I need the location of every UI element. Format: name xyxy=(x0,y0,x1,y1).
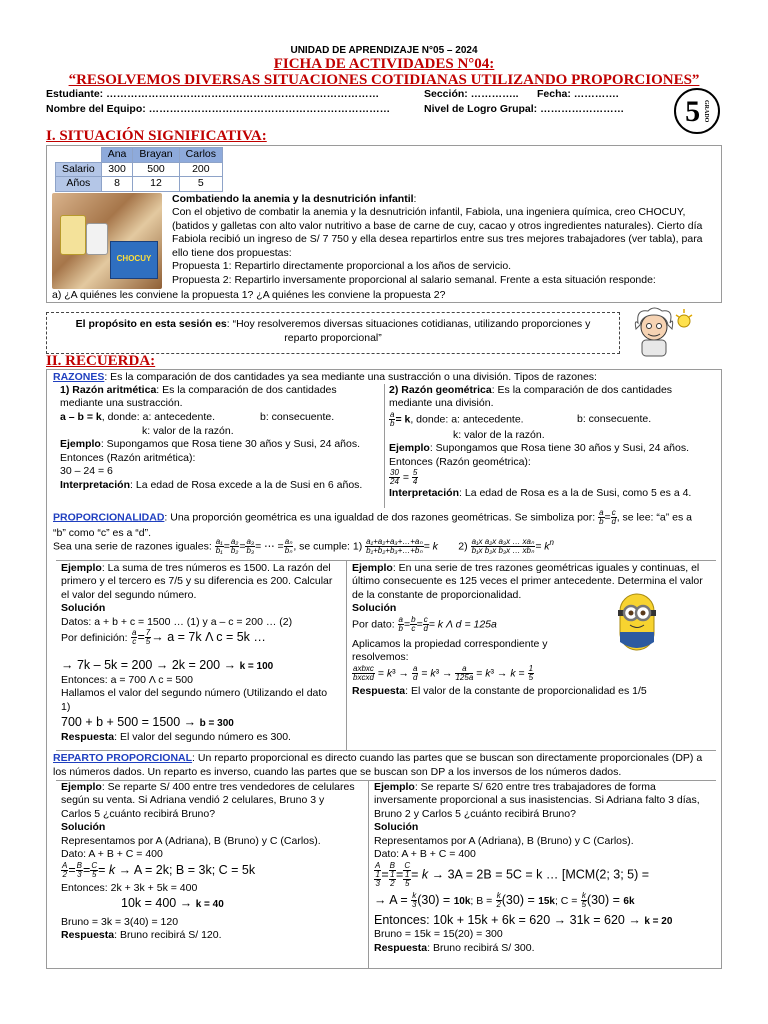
fraction: $\frac{k}{2}$ xyxy=(496,890,501,909)
text: : Se reparte S/ 620 entre tres trabajadores de forma xyxy=(414,781,656,793)
text: Entonces: a = 700 Λ c = 500 xyxy=(61,673,193,686)
geometric-ratio-block: 2) Razón geométrica: Es la comparación de dos cantidades mediante una división. $\frac{a}{b}$ = k, donde: a: antecedente. b: consecuente. k: valor de la razón. Ejemplo: Supongamos que Rosa tiene 30 años y Susi, 24 años. Entonces (Razón geométrica): $\frac{30}{24}$ = $\frac{5}{4}$ Interpretación: La edad de Rosa es a la de Susi, como 5 es a 4. xyxy=(389,384,719,501)
fraction xyxy=(412,469,418,486)
proposal-1: Propuesta 1: Repartirlo directamente proporcional a los años de servicio. xyxy=(172,260,512,273)
text: Carlos 5 ¿cuánto recibirá Bruno? xyxy=(61,807,216,820)
text: → a = 7k Λ c = 5k … xyxy=(151,630,266,645)
text: último consecuente es 125 veces el primer antecedente. Determina el valor xyxy=(352,575,703,588)
proportionality-line-2: “b” como “c” es a “d”. xyxy=(53,527,152,539)
table-header-cell: Carlos xyxy=(179,148,222,163)
text: Por definición: xyxy=(61,632,128,645)
arith-formula: a – b = k xyxy=(60,410,102,423)
text: Respuesta xyxy=(352,684,406,697)
text: Respuesta xyxy=(61,731,115,744)
question-a: a) ¿A quiénes les conviene la propuesta 1? ¿A quiénes les conviene la propuesta 2? xyxy=(52,289,446,301)
text: Ejemplo xyxy=(389,442,430,455)
fraction: B 1 2 xyxy=(389,860,395,888)
table-header-cell: Brayan xyxy=(133,148,179,163)
text: Datos: a + b + c = 1500 … (1) y a – c = 200 … (2) xyxy=(61,615,293,628)
arithmetic-ratio-block xyxy=(60,384,385,492)
text: mediante una sustracción. xyxy=(60,397,183,410)
text: = k xyxy=(395,413,411,426)
text: n xyxy=(549,538,554,547)
level-field: Nivel de Logro Grupal: …………………… xyxy=(424,103,625,115)
text: Entonces: 10k + 15k + 6k = 620 → 31k = 620 → xyxy=(374,912,641,927)
fraction: $\frac{\text{a₁+a₂+a₃+…+aₙ}}{\text{b₁+b₂+b₃+…+bₙ}}$ xyxy=(366,537,423,556)
text: 6k xyxy=(623,895,635,907)
purpose-text: : “Hoy resolveremos diversas situaciones cotidianas, utilizando proporciones y xyxy=(226,318,591,330)
proportionality-label: PROPORCIONALIDAD xyxy=(53,511,165,524)
salary-table xyxy=(55,147,223,192)
chocuy-product-photo xyxy=(52,193,162,289)
text: el valor del segundo número. xyxy=(61,588,197,601)
example-2-block: Ejemplo: En una serie de tres razones geométricas iguales y continuas, el último consecuente es 125 veces el primer antecedente. Determina el valor de la constante de proporcionalidad. Solución Por dato: $\frac{a}{b}$ = $\frac{b}{c}$ = $\frac{c}{d}$ = k Λ d = 125a Aplicamos la propiedad correspondiente y resolvemos: $\frac{\text{axbxc}}{\text{bxcxd}}$ = k³ → $\frac{a}{d}$ = k³ → $\frac{a}{125a}$ = k³ → k = $\frac{1}{5}$ Respuesta: El valor de la constante de proporcionalidad es 1/5 xyxy=(352,562,718,698)
text: Por dato: xyxy=(352,618,395,631)
table-cell: 5 xyxy=(179,177,222,192)
text: mediante una división. xyxy=(389,397,494,410)
text: → 3A = 2B = 5C = k … [MCM(2; 3; 5) = xyxy=(431,866,650,881)
text: ; B = xyxy=(470,894,493,907)
situation-heading: Combatiendo la anemia y la desnutrición infantil xyxy=(172,193,414,205)
proportionality-line-1: PROPORCIONALIDAD: Una proporción geométrica es una igualdad de dos razones geométricas. Se simboliza por: $\frac{a}{b}$ = $\frac{c}{d}$ , se lee: “a” es a xyxy=(53,508,692,526)
text: b xyxy=(390,418,395,428)
text: : Una proporción geométrica es una igualdad de dos razones geométricas. Se simboliza por: xyxy=(164,511,596,524)
student-field: Estudiante: …………………………………………………………………… xyxy=(46,88,380,100)
table-cell xyxy=(56,148,102,163)
text: Representamos por A (Adriana), B (Bruno) y C (Carlos). xyxy=(61,834,321,847)
text: b = 300 xyxy=(199,718,234,730)
text: k = 100 xyxy=(239,661,274,673)
fraction: A 1 3 xyxy=(375,860,381,888)
fraction: $\frac{\text{a₁x a₂x a₃x … xaₙ}}{\text{b₁x b₂x b₃x … xbₙ}}$ xyxy=(471,537,535,556)
razones-label: RAZONES xyxy=(53,371,105,383)
reparto-label: REPARTO PROPORCIONAL xyxy=(53,752,193,764)
text: b: consecuente. xyxy=(260,410,335,423)
purpose-line-2: reparto proporcional” xyxy=(284,332,382,344)
paragraph-line: Con el objetivo de combatir la anemia y la desnutrición infantil, Fabiola, una ingeniera química, creo CHOCUY, xyxy=(172,206,686,219)
example-4-block: Ejemplo: Se reparte S/ 620 entre tres trabajadores de forma inversamente proporcional a sus inasistencias. Si Adriana falto 3 días, Bruno 2 y Carlos 5 ¿cuánto recibirá Bruno? Solución Representamos por A (Adriana), B (Bruno) y C (Carlos). Dato: A + B + C = 400 A 1 3 = B 1 2 = C 1 5 = k → 3A = 2B = 5C = k … [MCM(2; 3; 5) = → A = $\frac{k}{3}$ (30) = 10k; B = $\frac{k}{2}$ (30) = 15k; C = $\frac{k}{5}$ (30) = 6k Entonces: 10k + 15k + 6k = 620 → 31k = 620 → k = 20 Bruno = 15k = 15(20) = 300 Respuesta: Bruno recibirá S/ 300. xyxy=(374,781,718,955)
minion-illustration xyxy=(612,590,662,656)
fraction: $\frac{\text{a₂}}{\text{b₂}}$ xyxy=(230,537,239,556)
ficha-heading: FICHA DE ACTIVIDADES N°04: xyxy=(273,56,495,72)
fraction: $\frac{k}{5}$ xyxy=(581,890,587,909)
geom-title: 2) Razón geométrica xyxy=(389,384,492,396)
text: 5 xyxy=(412,468,418,478)
text: Entonces (Razón geométrica): xyxy=(389,455,531,468)
purpose-line-1 xyxy=(50,318,616,332)
fraction: $\frac{1}{5}$ xyxy=(528,663,534,682)
fraction xyxy=(389,469,400,486)
text: 15k xyxy=(538,895,555,907)
text: 4 xyxy=(412,477,418,487)
fraction: $\frac{k}{3}$ xyxy=(411,890,417,909)
fraction: $\frac{7}{5}$ xyxy=(145,628,151,647)
text: 10k xyxy=(453,895,471,907)
situation-text xyxy=(172,193,720,287)
divider xyxy=(56,750,716,751)
text: Solución xyxy=(61,821,106,834)
paragraph-line: Fabiola recibió un ingreso de S/ 7 750 y ella desea repartirlos entre sus tres mejores trabajadores (ver tabla), para xyxy=(172,233,703,246)
text: Respuesta xyxy=(61,929,115,942)
text: 30 – 24 = 6 xyxy=(60,465,113,478)
jar-icon xyxy=(60,215,86,255)
text: 30 xyxy=(390,468,399,478)
example-1-block: Ejemplo: La suma de tres números es 1500. La razón del primero y el tercero es 7/5 y su diferencia es 200. Calcular el valor del segundo número. Solución Datos: a + b + c = 1500 … (1) y a – c = 200 … (2) Por definición: $\frac{a}{c}$ = $\frac{7}{5}$ → a = 7k Λ c = 5k … → 7k – 5k = 200 → 2k = 200 → k = 100 Entonces: a = 700 Λ c = 500 Hallamos el valor del segundo número (Utilizando el dato 1) 700 + b + 500 = 1500 → b = 300 Respuesta: El valor del segundo número es 300. xyxy=(61,562,344,745)
text: → A = 2k; B = 3k; C = 5k xyxy=(118,862,256,877)
proposal-2: Propuesta 2: Repartirlo inversamente proporcional al salario semanal. Frente a esta situación responde: xyxy=(172,273,656,286)
razones-text: : Es la comparación de dos cantidades ya sea mediante una sustracción o una división. Tipos de razones: xyxy=(104,371,597,383)
section2-title: II. RECUERDA: xyxy=(46,353,156,369)
table-row-label: Salario xyxy=(56,162,102,177)
fraction: C 1 5 xyxy=(404,860,411,888)
text: (30) = xyxy=(586,892,620,907)
text: 2) xyxy=(458,540,468,553)
fraction: $\frac{c}{d}$ xyxy=(423,614,428,633)
text: : Bruno recibirá S/ 300. xyxy=(427,941,535,954)
reparto-line-2: los números dados. Un reparto es inverso, cuando las partes que se buscan son DP a los inversos de los números dados. xyxy=(53,766,622,778)
divider xyxy=(346,560,347,750)
text: Solución xyxy=(61,602,106,615)
series-line: Sea una serie de razones iguales: $\frac{\text{a₁}}{\text{b₁}}$ = $\frac{\text{a₂}}{\text{b₂}}$ = $\frac{\text{a₃}}{\text{b₃}}$ = ⋯ = $\frac{\text{aₙ}}{\text{bₙ}}$ , se cumple: 1) $\frac{\text{a₁+a₂+a₃+…+aₙ}}{\text{b₁+b₂+b₃+…+bₙ}}$ = k 2) $\frac{\text{a₁x a₂x a₃x … xaₙ}}{\text{b₁x b₂x b₃x … xbₙ}}$ = $k^n$ xyxy=(53,537,554,556)
purpose-label: El propósito en esta sesión es xyxy=(75,318,227,330)
text: Dato: A + B + C = 400 xyxy=(374,848,476,861)
text: 24 xyxy=(390,477,399,487)
fraction: $\frac{c}{d}$ xyxy=(611,508,616,526)
paragraph-line: (batidos y galletas con alto valor nutritivo a base de carne de cuy, cacao y otros ingredientes naturales). Cierto día xyxy=(172,219,703,232)
text: resolvemos: xyxy=(352,651,409,664)
text: Interpretación xyxy=(60,478,131,491)
text: Aplicamos la propiedad correspondiente y xyxy=(352,637,548,650)
table-header-row xyxy=(56,148,223,163)
text: : Supongamos que Rosa tiene 30 años y Susi, 24 años. xyxy=(100,438,361,451)
text: Interpretación xyxy=(389,487,460,500)
fraction: $\frac{\text{axbxc}}{\text{bxcxd}}$ xyxy=(353,663,374,682)
text: inversamente proporcional a sus inasistencias. Si Adriana falto 3 días, xyxy=(374,794,700,807)
grade-number: 5 xyxy=(685,94,701,128)
divider xyxy=(384,384,385,508)
text: , donde: a: antecedente. xyxy=(410,413,524,426)
text: : Es la comparación de dos cantidades xyxy=(156,384,337,396)
fraction: $\frac{\text{a₁}}{\text{b₁}}$ xyxy=(215,537,223,556)
text: Hallamos el valor del segundo número (Utilizando el dato xyxy=(61,687,328,700)
text: Bruno = 3k = 3(40) = 120 xyxy=(61,915,179,928)
text: : El valor del segundo número es 300. xyxy=(114,731,291,744)
text: Solución xyxy=(374,821,419,834)
product-package: CHOCUY xyxy=(110,241,158,279)
text: , donde: a: antecedente. xyxy=(101,410,215,423)
table-row xyxy=(56,177,223,192)
text: ; C = xyxy=(554,894,578,907)
fraction: $\frac{a}{b}$ xyxy=(398,614,403,633)
section1-title: I. SITUACIÓN SIGNIFICATIVA: xyxy=(46,128,267,144)
grade-word: GRADO xyxy=(702,99,709,123)
example-3-block: Ejemplo: Se reparte S/ 400 entre tres vendedores de celulares según su venta. Si Adriana vendió 2 celulares, Bruno 3 y Carlos 5 ¿cuánto recibirá Bruno? Solución Representamos por A (Adriana), B (Bruno) y C (Carlos). Dato: A + B + C = 400 $\frac{A}{2}$ = $\frac{B}{3}$ = $\frac{C}{5}$ = k → A = 2k; B = 3k; C = 5k Entonces: 2k + 3k + 5k = 400 10k = 400 → k = 40 Bruno = 3k = 3(40) = 120 Respuesta: Bruno recibirá S/ 120. xyxy=(61,781,366,943)
einstein-illustration xyxy=(628,305,694,357)
text: : La edad de Rosa excede a la de Susi en 6 años. xyxy=(130,478,363,491)
text: Ejemplo xyxy=(60,438,101,451)
text: según su venta. Si Adriana vendió 2 celulares, Bruno 3 y xyxy=(61,794,325,807)
jar-icon xyxy=(86,223,108,255)
text: k = 40 xyxy=(195,899,224,911)
text: k: valor de la razón. xyxy=(453,428,545,441)
text: b: consecuente. xyxy=(577,412,652,425)
text: : Bruno recibirá S/ 120. xyxy=(114,929,222,942)
text: , se lee: “a” es a xyxy=(616,511,692,524)
text: Ejemplo xyxy=(61,562,102,574)
arith-title: 1) Razón aritmética xyxy=(60,384,157,396)
text: : La edad de Rosa es a la de Susi, como 5 es a 4. xyxy=(459,487,692,500)
text: k = 20 xyxy=(644,915,673,927)
text: de la constante de proporcionalidad. xyxy=(352,588,522,601)
text: Respuesta xyxy=(374,941,428,954)
text: : xyxy=(413,193,417,205)
text: Bruno = 15k = 15(20) = 300 xyxy=(374,928,503,941)
text: Solución xyxy=(352,602,397,615)
paragraph-line: ello tiene dos propuestas: xyxy=(172,246,292,259)
date-field: Fecha: …………. xyxy=(537,88,619,100)
text: : El valor de la constante de proporcionalidad es 1/5 xyxy=(405,684,647,697)
text: : Es la comparación de dos cantidades xyxy=(491,384,673,396)
table-cell: 12 xyxy=(133,177,179,192)
table-header-cell: Ana xyxy=(101,148,133,163)
text: (30) = xyxy=(501,892,535,907)
text: : La suma de tres números es 1500. La razón del xyxy=(101,562,331,574)
team-field: Nombre del Equipo: …………………………………………………………… xyxy=(46,103,391,115)
text: → A = xyxy=(374,892,408,907)
text: 10k = 400 → xyxy=(121,896,193,911)
text: = k xyxy=(535,540,550,553)
text: Bruno 2 y Carlos 5 ¿cuánto recibirá Bruno? xyxy=(374,807,576,820)
table-row xyxy=(56,162,223,177)
text: Ejemplo xyxy=(352,562,393,574)
table-cell: 200 xyxy=(179,162,222,177)
text: 1) xyxy=(61,700,71,713)
grade-seal xyxy=(674,88,720,134)
table-cell: 500 xyxy=(133,162,179,177)
text: Entonces (Razón aritmética): xyxy=(60,451,196,464)
text: Ejemplo xyxy=(61,781,102,793)
fraction: $\frac{\text{aₙ}}{\text{bₙ}}$ xyxy=(284,537,293,556)
fraction: $\frac{a}{b}$ xyxy=(599,508,604,526)
text: → 7k – 5k = 200 → 2k = 200 → xyxy=(61,658,237,673)
text: primero y el tercero es 7/5 y su diferencia es 200. Calcular xyxy=(61,575,333,588)
section-field: Sección: ………….. xyxy=(424,88,519,100)
reparto-line-1 xyxy=(53,752,719,766)
fraction: $\frac{\text{a₃}}{\text{b₃}}$ xyxy=(246,537,255,556)
table-row-label: Años xyxy=(56,177,102,192)
text: Ejemplo xyxy=(374,781,415,793)
text: Representamos por A (Adriana), B (Bruno) y C (Carlos). xyxy=(374,834,634,847)
text: : Un reparto proporcional es directo cuando las partes que se buscan son directamente proporcionales (DP) a xyxy=(192,752,703,764)
fraction: $\frac{b}{c}$ xyxy=(411,614,416,633)
text: , se cumple: 1) xyxy=(293,540,363,553)
fraction: $\frac{a}{125a}$ xyxy=(455,663,474,682)
text: = k Λ d = 125a xyxy=(428,618,497,631)
table-cell: 8 xyxy=(101,177,133,192)
unit-heading: UNIDAD DE APRENDIZAJE N°05 – 2024 xyxy=(290,45,478,56)
fraction: $\frac{a}{d}$ xyxy=(412,663,418,682)
text: : Se reparte S/ 400 entre tres vendedores de celulares xyxy=(101,781,355,793)
text: : En una serie de tres razones geométricas iguales y continuas, el xyxy=(392,562,700,574)
document-title: “RESOLVEMOS DIVERSAS SITUACIONES COTIDIANAS UTILIZANDO PROPORCIONES” xyxy=(68,72,700,88)
table-cell: 300 xyxy=(101,162,133,177)
razones-line xyxy=(53,371,597,385)
text: : Supongamos que Rosa tiene 30 años y Susi, 24 años. xyxy=(429,442,690,455)
text: Dato: A + B + C = 400 xyxy=(61,848,163,861)
text: k: valor de la razón. xyxy=(142,424,234,437)
divider xyxy=(368,780,369,968)
text: = k xyxy=(423,540,438,553)
text: a xyxy=(390,409,395,419)
fraction: $\frac{B}{3}$ xyxy=(76,860,82,879)
text: 700 + b + 500 = 1500 → xyxy=(61,715,197,730)
fraction: $\frac{A}{2}$ xyxy=(62,860,68,879)
fraction: $\frac{a}{c}$ xyxy=(132,628,137,647)
divider xyxy=(56,560,716,561)
text: Sea una serie de razones iguales: xyxy=(53,540,212,553)
fraction: $\frac{C}{5}$ xyxy=(91,860,98,879)
text: Entonces: 2k + 3k + 5k = 400 xyxy=(61,881,198,894)
text: (30) = xyxy=(417,892,451,907)
